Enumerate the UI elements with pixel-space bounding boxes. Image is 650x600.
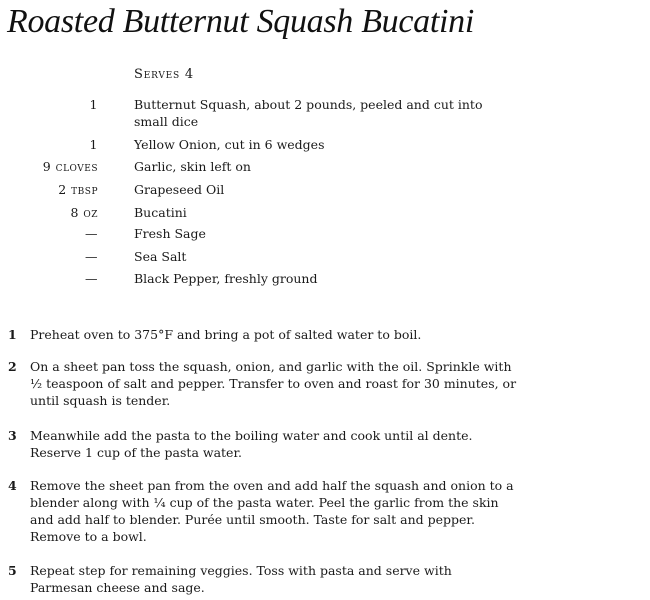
ingredient-name: Grapeseed Oil — [134, 182, 225, 197]
ingredient-name: Fresh Sage — [134, 226, 206, 241]
ingredient-name: Yellow Onion, cut in 6 wedges — [134, 137, 325, 152]
step-number: 2 — [8, 359, 17, 374]
ingredient-quantity: — — [85, 226, 98, 241]
step-number: 5 — [8, 563, 17, 578]
ingredient-quantity: — — [85, 271, 98, 286]
ingredient-quantity: 9 cloves — [42, 159, 98, 174]
step-number: 3 — [8, 428, 17, 443]
step-text: Remove the sheet pan from the oven and add half the squash and onion to a blender along with ¼ cup of the pasta water. Peel the garlic from the skin and add half to blender. Purée until smooth. Taste for salt and pepper. Remove to a bowl. — [30, 478, 514, 544]
step-number: 1 — [8, 327, 17, 342]
step-number: 4 — [8, 478, 17, 493]
step-text: On a sheet pan toss the squash, onion, and garlic with the oil. Sprinkle with ½ teaspoon of salt and pepper. Transfer to oven and roast for 30 minutes, or until squash is tender. — [30, 359, 517, 408]
ingredient-quantity: 8 oz — [70, 205, 98, 220]
step-text: Meanwhile add the pasta to the boiling water and cook until al dente. Reserve 1 cup of the pasta water. — [30, 428, 473, 460]
ingredient-name: Black Pepper, freshly ground — [134, 271, 318, 286]
ingredient-quantity: 1 — [89, 97, 98, 112]
ingredient-name: Bucatini — [134, 205, 187, 220]
ingredient-name: Garlic, skin left on — [134, 159, 251, 174]
recipe-title: Roasted Butternut Squash Bucatini — [7, 3, 474, 40]
serves-label: Serves 4 — [134, 67, 194, 82]
step-text: Repeat step for remaining veggies. Toss with pasta and serve with Parmesan cheese and sage. — [30, 563, 452, 595]
ingredient-quantity: 2 tbsp — [58, 182, 98, 197]
ingredient-quantity: — — [85, 249, 98, 264]
step-text: Preheat oven to 375°F and bring a pot of salted water to boil. — [30, 327, 422, 342]
ingredient-quantity: 1 — [89, 137, 98, 152]
ingredient-name: Butternut Squash, about 2 pounds, peeled and cut into small dice — [134, 97, 483, 129]
ingredient-name: Sea Salt — [134, 249, 187, 264]
